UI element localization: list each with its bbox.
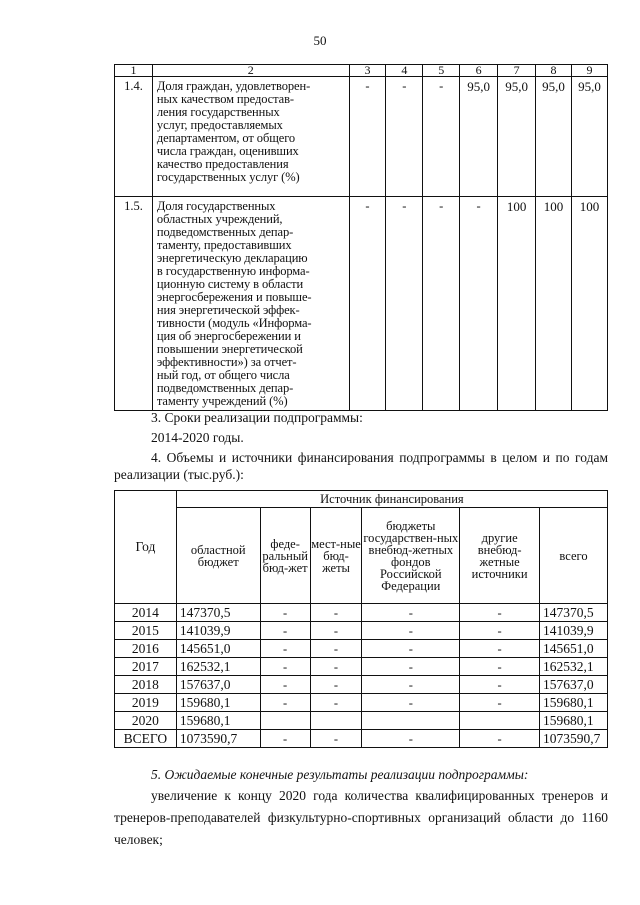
- col-header: 5: [423, 65, 460, 77]
- col-header: областной бюджет: [176, 508, 260, 604]
- federal-cell: -: [260, 730, 310, 748]
- local-cell: -: [310, 676, 362, 694]
- year-cell: 2017: [115, 658, 177, 676]
- section-3-text: 2014-2020 годы.: [151, 430, 244, 445]
- table-row: [115, 604, 608, 622]
- value-cell: -: [386, 77, 423, 197]
- other-cell: [460, 712, 540, 730]
- col-header: бюджеты государствен-ных внебюд-жетных фондов Российской Федерации: [362, 508, 460, 604]
- regional-cell: 1073590,7: [176, 730, 260, 748]
- federal-cell: -: [260, 676, 310, 694]
- table-row: [115, 712, 608, 730]
- table-row: [115, 640, 608, 658]
- indicator-description: Доля государственных областных учреждений, подведомственных депар- таменту, предоставивших энергетическую декларацию в государственную информа- ционную систему в области энергосбережения и повыше- ния энергетической эффек- тивности (модуль «Информа- ция об энергосбережении и повышении энергетической эффективности») за отчет- ный год, от общего числа подведомственных депар- таменту учреждений (%): [152, 197, 349, 411]
- other-cell: -: [460, 604, 540, 622]
- page-number: 50: [313, 33, 327, 48]
- col-header: 8: [536, 65, 572, 77]
- federal-cell: -: [260, 622, 310, 640]
- year-cell: ВСЕГО: [115, 730, 177, 748]
- col-header: 3: [349, 65, 386, 77]
- col-header: другие внебюд-жетные источники: [460, 508, 540, 604]
- financing-table: [114, 490, 608, 748]
- local-cell: [310, 712, 362, 730]
- total-cell: 145651,0: [540, 640, 608, 658]
- other-cell: -: [460, 730, 540, 748]
- value-cell: 95,0: [571, 77, 607, 197]
- total-cell: 1073590,7: [540, 730, 608, 748]
- funds-cell: -: [362, 622, 460, 640]
- value-cell: 95,0: [498, 77, 536, 197]
- value-cell: -: [386, 197, 423, 411]
- funds-cell: -: [362, 676, 460, 694]
- table-row: [115, 676, 608, 694]
- section-4-title: 4. Объемы и источники финансирования подпрограммы в целом и по годам реализации (тыс.руб.):: [114, 450, 608, 482]
- local-cell: -: [310, 658, 362, 676]
- col-header: феде-ральный бюд-жет: [260, 508, 310, 604]
- total-cell: 147370,5: [540, 604, 608, 622]
- year-cell: 2019: [115, 694, 177, 712]
- year-cell: 2014: [115, 604, 177, 622]
- table-row: [115, 622, 608, 640]
- value-cell: -: [349, 197, 386, 411]
- table-header-row: [115, 65, 608, 77]
- table-row: [115, 658, 608, 676]
- value-cell: -: [423, 197, 460, 411]
- table-header-row: [115, 491, 608, 508]
- section-5-title: 5. Ожидаемые конечные результаты реализации подпрограммы:: [151, 767, 529, 782]
- other-cell: -: [460, 640, 540, 658]
- table-row: [115, 77, 608, 197]
- local-cell: -: [310, 604, 362, 622]
- funds-cell: -: [362, 694, 460, 712]
- row-number: 1.5.: [115, 197, 153, 411]
- regional-cell: 157637,0: [176, 676, 260, 694]
- funds-cell: [362, 712, 460, 730]
- value-cell: 95,0: [460, 77, 498, 197]
- total-cell: 141039,9: [540, 622, 608, 640]
- total-cell: 159680,1: [540, 712, 608, 730]
- other-cell: -: [460, 676, 540, 694]
- col-header: 7: [498, 65, 536, 77]
- year-cell: 2016: [115, 640, 177, 658]
- col-header: 1: [115, 65, 153, 77]
- funds-cell: -: [362, 658, 460, 676]
- federal-cell: -: [260, 640, 310, 658]
- local-cell: -: [310, 730, 362, 748]
- indicators-table: [114, 64, 608, 411]
- regional-cell: 141039,9: [176, 622, 260, 640]
- value-cell: 100: [571, 197, 607, 411]
- funds-cell: -: [362, 730, 460, 748]
- funds-cell: -: [362, 604, 460, 622]
- federal-cell: [260, 712, 310, 730]
- other-cell: -: [460, 622, 540, 640]
- section-3-title: 3. Сроки реализации подпрограммы:: [151, 410, 363, 425]
- regional-cell: 159680,1: [176, 712, 260, 730]
- regional-cell: 147370,5: [176, 604, 260, 622]
- col-header: всего: [540, 508, 608, 604]
- other-cell: -: [460, 658, 540, 676]
- value-cell: -: [349, 77, 386, 197]
- table-row: [115, 730, 608, 748]
- table-row: [115, 197, 608, 411]
- col-header: 2: [152, 65, 349, 77]
- year-header: Год: [115, 491, 177, 604]
- value-cell: 100: [536, 197, 572, 411]
- year-cell: 2018: [115, 676, 177, 694]
- indicator-description: Доля граждан, удовлетворен- ных качеством предостав- ления государственных услуг, предоставляемых департаментом, от общего числа граждан, оценивших качество предоставления государственных услуг (%): [152, 77, 349, 197]
- source-header: Источник финансирования: [176, 491, 607, 508]
- table-row: [115, 694, 608, 712]
- local-cell: -: [310, 622, 362, 640]
- section-5-text: увеличение к концу 2020 года количества квалифицированных тренеров и тренеров-преподавателей физкультурно-спортивных организаций области до 1160 человек;: [114, 788, 608, 847]
- value-cell: -: [460, 197, 498, 411]
- value-cell: 95,0: [536, 77, 572, 197]
- value-cell: 100: [498, 197, 536, 411]
- local-cell: -: [310, 640, 362, 658]
- total-cell: 162532,1: [540, 658, 608, 676]
- federal-cell: -: [260, 694, 310, 712]
- col-header: 9: [571, 65, 607, 77]
- regional-cell: 159680,1: [176, 694, 260, 712]
- total-cell: 159680,1: [540, 694, 608, 712]
- col-header: 6: [460, 65, 498, 77]
- row-number: 1.4.: [115, 77, 153, 197]
- federal-cell: -: [260, 604, 310, 622]
- col-header: мест-ные бюд-жеты: [310, 508, 362, 604]
- local-cell: -: [310, 694, 362, 712]
- table-header-row: [115, 508, 608, 604]
- col-header: 4: [386, 65, 423, 77]
- other-cell: -: [460, 694, 540, 712]
- funds-cell: -: [362, 640, 460, 658]
- value-cell: -: [423, 77, 460, 197]
- regional-cell: 162532,1: [176, 658, 260, 676]
- year-cell: 2015: [115, 622, 177, 640]
- year-cell: 2020: [115, 712, 177, 730]
- regional-cell: 145651,0: [176, 640, 260, 658]
- federal-cell: -: [260, 658, 310, 676]
- total-cell: 157637,0: [540, 676, 608, 694]
